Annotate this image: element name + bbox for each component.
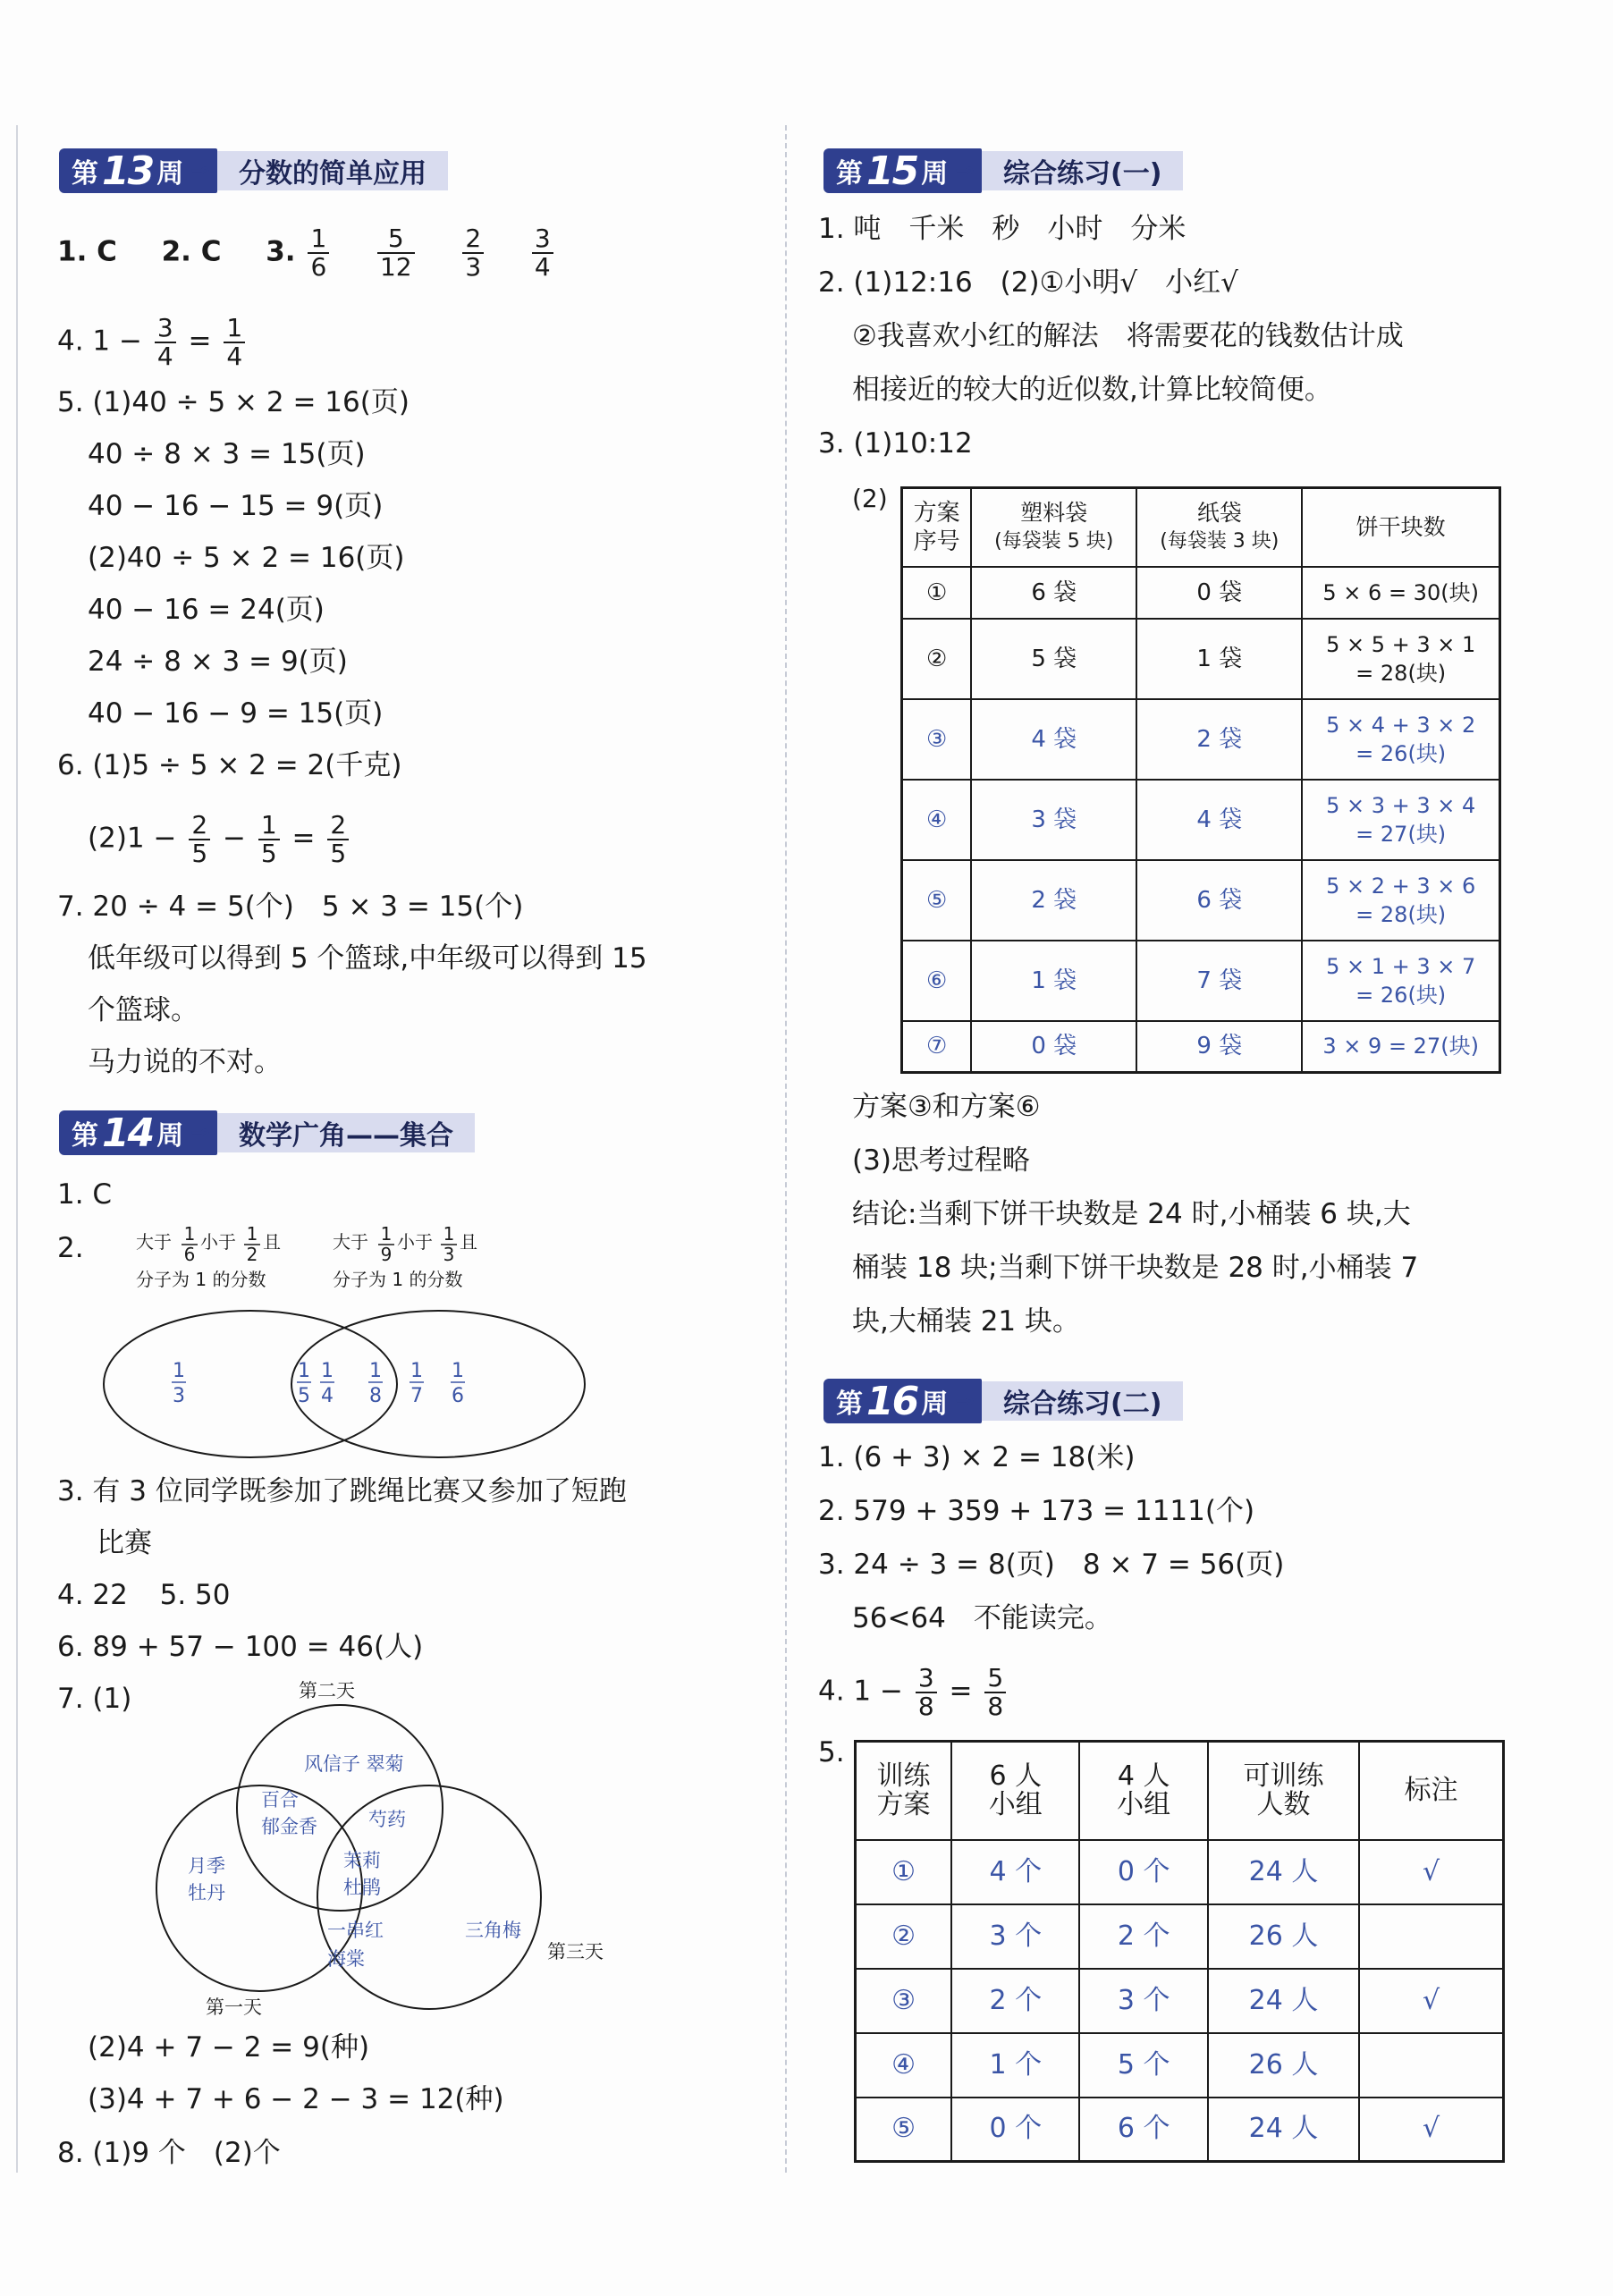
svg-text:小于: 小于 [397,1231,433,1253]
w13-q6-2: (2)1 − $\frac{2}{5}$ − $\frac{1}{5}$ = $\frac{2}{5}$ [88,812,352,867]
svg-text:5: 5 [298,1385,310,1407]
svg-text:6: 6 [452,1385,464,1407]
w15-q2-line: 相接近的较大的近似数,计算比较简便。 [852,374,1332,406]
svg-text:杜鹃: 杜鹃 [343,1877,381,1898]
w14-q2-label: 2. [57,1232,84,1264]
w15-q3-2-label: (2) [852,484,888,513]
svg-text:三角梅: 三角梅 [465,1920,521,1941]
week14-banner [59,1110,475,1155]
table-header-row: 训练 方案 6 人 小组 4 人 小组 可训练 人数 标注 [856,1742,1504,1840]
venn-flowers [134,1674,680,2022]
svg-text:1: 1 [246,1225,258,1245]
w16-training-table [854,1740,1505,2163]
svg-text:4: 4 [321,1385,334,1407]
w13-q7-line: 个篮球。 [88,994,198,1026]
w16-q4: 4. 1 − $\frac{3}{8}$ = $\frac{5}{8}$ [818,1665,1009,1720]
w15-q2-line: ②我喜欢小红的解法 将需要花的钱数估计成 [852,320,1404,352]
svg-text:月季: 月季 [188,1855,225,1877]
week13-badge-suffix: 周 [156,158,184,190]
week13-badge [59,148,217,193]
table-row: ⑦ 0 袋 9 袋 3 × 9 = 27(块) [902,1021,1500,1073]
w13-q3-frac: $\frac{3}{4}$ [532,225,553,281]
table-row: ⑤ 2 袋 6 袋 5 × 2 + 3 × 6 = 28(块) [902,860,1500,941]
w14-q3-line: 比赛 [97,1527,152,1559]
svg-text:1: 1 [443,1225,455,1245]
w14-q6: 6. 89 + 57 − 100 = 46(人) [57,1631,424,1663]
w16-q3-line: 3. 24 ÷ 3 = 8(页) 8 × 7 = 56(页) [818,1549,1285,1581]
svg-text:1: 1 [321,1360,334,1382]
table-row: ③ 4 袋 2 袋 5 × 4 + 3 × 2 = 26(块) [902,699,1500,780]
venn-fractions [89,1225,608,1466]
svg-text:茉莉: 茉莉 [343,1850,381,1871]
w13-q7-line: 7. 20 ÷ 4 = 5(个) 5 × 3 = 15(个) [57,891,524,923]
table-row: ⑤ 0 个 6 个 24 人 √ [856,2098,1504,2162]
w13-q5-line: 40 − 16 = 24(页) [88,594,325,626]
week16-badge [823,1379,982,1423]
svg-text:1: 1 [298,1360,310,1382]
week16-badge-suffix: 周 [921,1389,949,1420]
table-row: ⑥ 1 袋 7 袋 5 × 1 + 3 × 7 = 26(块) [902,941,1500,1021]
w14-q8: 8. (1)9 个 (2)个 [57,2137,281,2169]
w13-q5-line: 40 − 16 − 15 = 9(页) [88,490,384,522]
week15-title: 综合练习(一) [980,151,1183,190]
week16-title: 综合练习(二) [980,1381,1183,1421]
check-icon: √ [1359,1969,1503,2033]
w13-q5-line: 5. (1)40 ÷ 5 × 2 = 16(页) [57,386,410,418]
w13-q3-frac: $\frac{5}{12}$ [377,225,415,281]
banner-arrow-icon: ⊸ [190,157,211,184]
table-header-row: 方案 序号 塑料袋 (每袋装 5 块) 纸袋 (每袋装 3 块) 饼干块数 [902,488,1500,567]
w14-q4: 4. 22 [57,1579,128,1611]
table-row: ④ 1 个 5 个 26 人 [856,2033,1504,2098]
venn2-values [188,1753,521,1970]
venn1-right-circle [291,1311,585,1457]
week15-badge-prefix: 第 [836,158,863,190]
w15-q3-1: 3. (1)10:12 [818,427,973,460]
w13-q1-q3 [57,225,557,281]
w15-biscuit-table [900,486,1501,1074]
w15-after-line: 结论:当剩下饼干块数是 24 时,小桶装 6 块,大 [852,1198,1411,1230]
table-row: ② 5 袋 1 袋 5 × 5 + 3 × 1 = 28(块) [902,619,1500,699]
w13-q3-label: 3. [266,235,296,268]
w16-q5-label: 5. [818,1736,845,1768]
svg-text:且: 且 [263,1231,281,1253]
w13-q2: 2. C [161,235,222,268]
w14-q3-line: 3. 有 3 位同学既参加了跳绳比赛又参加了短跑 [57,1475,627,1507]
svg-text:1: 1 [369,1360,382,1382]
w13-q4: 4. 1 − $\frac{3}{4}$ = $\frac{1}{4}$ [57,315,249,370]
week13-banner [59,148,448,193]
venn2-day3-label: 第三天 [547,1941,604,1963]
week14-badge [59,1110,217,1155]
w15-after-line: 方案③和方案⑥ [852,1091,1041,1123]
w16-q3-line: 56<64 不能读完。 [852,1602,1112,1634]
svg-text:9: 9 [380,1244,393,1265]
svg-text:芍药: 芍药 [368,1809,406,1830]
week16-badge-prefix: 第 [836,1389,863,1420]
week15-banner [823,148,1183,193]
w13-q5-line: (2)40 ÷ 5 × 2 = 16(页) [88,542,405,574]
w14-q1: 1. C [57,1178,113,1211]
week13-badge-prefix: 第 [72,158,98,190]
svg-text:大于: 大于 [136,1231,172,1253]
w14-q4-q5 [57,1577,231,1613]
table-row: ② 3 个 2 个 26 人 [856,1904,1504,1969]
week15-badge [823,148,982,193]
w14-q7-2: (2)4 + 7 − 2 = 9(种) [88,2031,370,2064]
svg-text:1: 1 [183,1225,196,1245]
w13-q5-line: 40 − 16 − 9 = 15(页) [88,697,384,730]
svg-text:3: 3 [443,1244,455,1265]
svg-text:1: 1 [380,1225,393,1245]
banner-arrow-icon: ⊸ [955,157,975,184]
venn2-day1-label: 第一天 [206,1996,262,2018]
w16-q2: 2. 579 + 359 + 173 = 1111(个) [818,1495,1255,1527]
week15-badge-number: 15 [866,148,918,194]
svg-text:1: 1 [410,1360,423,1382]
svg-text:郁金香: 郁金香 [261,1816,317,1837]
svg-text:3: 3 [173,1385,185,1407]
svg-text:牡丹: 牡丹 [188,1882,225,1903]
w13-q1: 1. C [57,235,117,268]
w15-q1: 1. 吨 千米 秒 小时 分米 [818,213,1187,245]
w14-q7-label: 7. (1) [57,1683,132,1715]
w13-q6-1: 6. (1)5 ÷ 5 × 2 = 2(千克) [57,749,402,781]
banner-arrow-icon: ⊸ [190,1119,211,1146]
w13-q5-line: 40 ÷ 8 × 3 = 15(页) [88,438,366,470]
w15-after-line: 桶装 18 块;当剩下饼干块数是 28 时,小桶装 7 [852,1252,1419,1284]
table-row: ① 6 袋 0 袋 5 × 6 = 30(块) [902,567,1500,619]
table-row: ③ 2 个 3 个 24 人 √ [856,1969,1504,2033]
venn1-values [172,1360,465,1407]
svg-text:风信子 翠菊: 风信子 翠菊 [304,1753,404,1775]
week14-badge-number: 14 [102,1110,154,1156]
svg-text:1: 1 [452,1360,464,1382]
svg-text:百合: 百合 [261,1789,299,1811]
w13-q7-line: 马力说的不对。 [88,1046,282,1078]
table-row: ④ 3 袋 4 袋 5 × 3 + 3 × 4 = 27(块) [902,780,1500,860]
venn2-day2-label: 第二天 [299,1680,355,1701]
svg-text:小于: 小于 [200,1231,236,1253]
w15-after-line: 块,大桶装 21 块。 [852,1305,1081,1338]
w13-q5-line: 24 ÷ 8 × 3 = 9(页) [88,646,348,678]
check-icon: √ [1359,2098,1503,2162]
week13-badge-number: 13 [102,148,154,194]
venn1-left-caption [136,1225,281,1290]
table-row: ① 4 个 0 个 24 人 √ [856,1840,1504,1904]
svg-text:7: 7 [410,1385,423,1407]
svg-text:一串红: 一串红 [327,1920,384,1941]
week16-banner [823,1379,1183,1423]
week14-badge-prefix: 第 [72,1120,98,1152]
svg-text:2: 2 [246,1244,258,1265]
left-margin-line [16,125,18,2173]
week15-badge-suffix: 周 [921,158,949,190]
svg-text:大于: 大于 [333,1231,368,1253]
w15-q2-line: 2. (1)12:16 (2)①小明√ 小红√ [818,266,1238,299]
week13-title: 分数的简单应用 [215,151,448,190]
w13-q3-frac: $\frac{1}{6}$ [308,225,329,281]
w16-q1: 1. (6 + 3) × 2 = 18(米) [818,1441,1136,1473]
svg-text:6: 6 [183,1244,196,1265]
week14-badge-suffix: 周 [156,1120,184,1152]
banner-arrow-icon: ⊸ [955,1388,975,1414]
column-divider [785,125,787,2173]
svg-text:海棠: 海棠 [327,1948,365,1970]
w14-q7-3: (3)4 + 7 + 6 − 2 − 3 = 12(种) [88,2083,504,2115]
check-icon: √ [1359,1840,1503,1904]
venn1-left-circle [104,1311,397,1457]
svg-text:且: 且 [460,1231,477,1253]
svg-text:8: 8 [369,1385,382,1407]
svg-text:1: 1 [173,1360,185,1382]
week14-title: 数学广角——集合 [215,1113,475,1152]
week16-badge-number: 16 [866,1378,918,1424]
svg-text:分子为 1 的分数: 分子为 1 的分数 [333,1269,463,1290]
venn1-right-caption [333,1225,477,1290]
w13-q7-line: 低年级可以得到 5 个篮球,中年级可以得到 15 [88,942,647,975]
w15-after-line: (3)思考过程略 [852,1144,1030,1177]
svg-text:分子为 1 的分数: 分子为 1 的分数 [136,1269,266,1290]
w13-q3-frac: $\frac{2}{3}$ [462,225,484,281]
w14-q5: 5. 50 [159,1579,231,1611]
